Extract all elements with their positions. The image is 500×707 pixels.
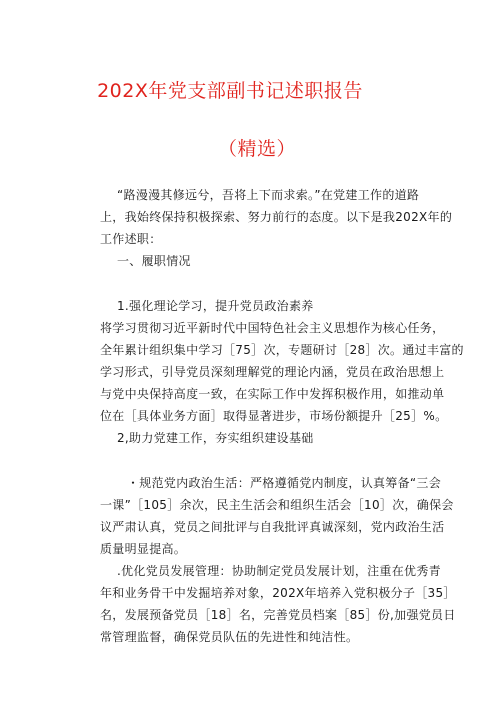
paragraph-line: 上，我始终保持积极探索、努力前行的态度。以下是我202X年的	[100, 210, 453, 224]
subsection-heading: 2,助力党建工作，夯实组织建设基础	[117, 431, 314, 445]
subsection-heading: 1.强化理论学习，提升党员政治素养	[117, 299, 314, 313]
paragraph-line: 质量明显提高。	[100, 542, 187, 556]
paragraph-line: .优化党员发展管理：协助制定党员发展计划，注重在优秀青	[117, 564, 441, 578]
document-subtitle: （精选）	[218, 138, 297, 160]
paragraph-line: ・规范党内政治生活：严格遵循党内制度，认真筹备“三会	[127, 476, 442, 490]
paragraph-line: 名，发展预备党员［18］名，完善党员档案［85］份,加强党员日	[100, 608, 456, 622]
paragraph-line: 位在［具体业务方面］取得显著进步，市场份额提升［25］%。	[100, 409, 448, 423]
section-heading: 一、履职情况	[117, 254, 191, 268]
paragraph-line: 常管理监督，确保党员队伍的先进性和纯洁性。	[100, 630, 359, 644]
paragraph-line: 年和业务骨干中发掘培养对象，202X年培养入党积极分子［35］	[100, 586, 456, 600]
document-title: 202X年党支部副书记述职报告	[97, 80, 363, 102]
paragraph-line: 一课”［105］余次，民主生活会和组织生活会［10］次，确保会	[100, 498, 454, 512]
paragraph-line: 工作述职：	[100, 232, 162, 246]
paragraph-line: 与党中央保持高度一致，在实际工作中发挥积极作用，如推动单	[100, 387, 445, 401]
paragraph-line: 议严肃认真，党员之间批评与自我批评真诚深刻，党内政治生活	[100, 520, 445, 534]
paragraph-line: “路漫漫其修远兮，吾将上下而求索。”在党建工作的道路	[117, 188, 420, 202]
paragraph-line: 学习形式，引导党员深刻理解党的理论内涵，党员在政治思想上	[100, 365, 445, 379]
paragraph-line: 将学习贯彻习近平新时代中国特色社会主义思想作为核心任务，	[100, 321, 445, 335]
paragraph-line: 全年累计组织集中学习［75］次，专题研讨［28］次。通过丰富的	[100, 343, 464, 357]
